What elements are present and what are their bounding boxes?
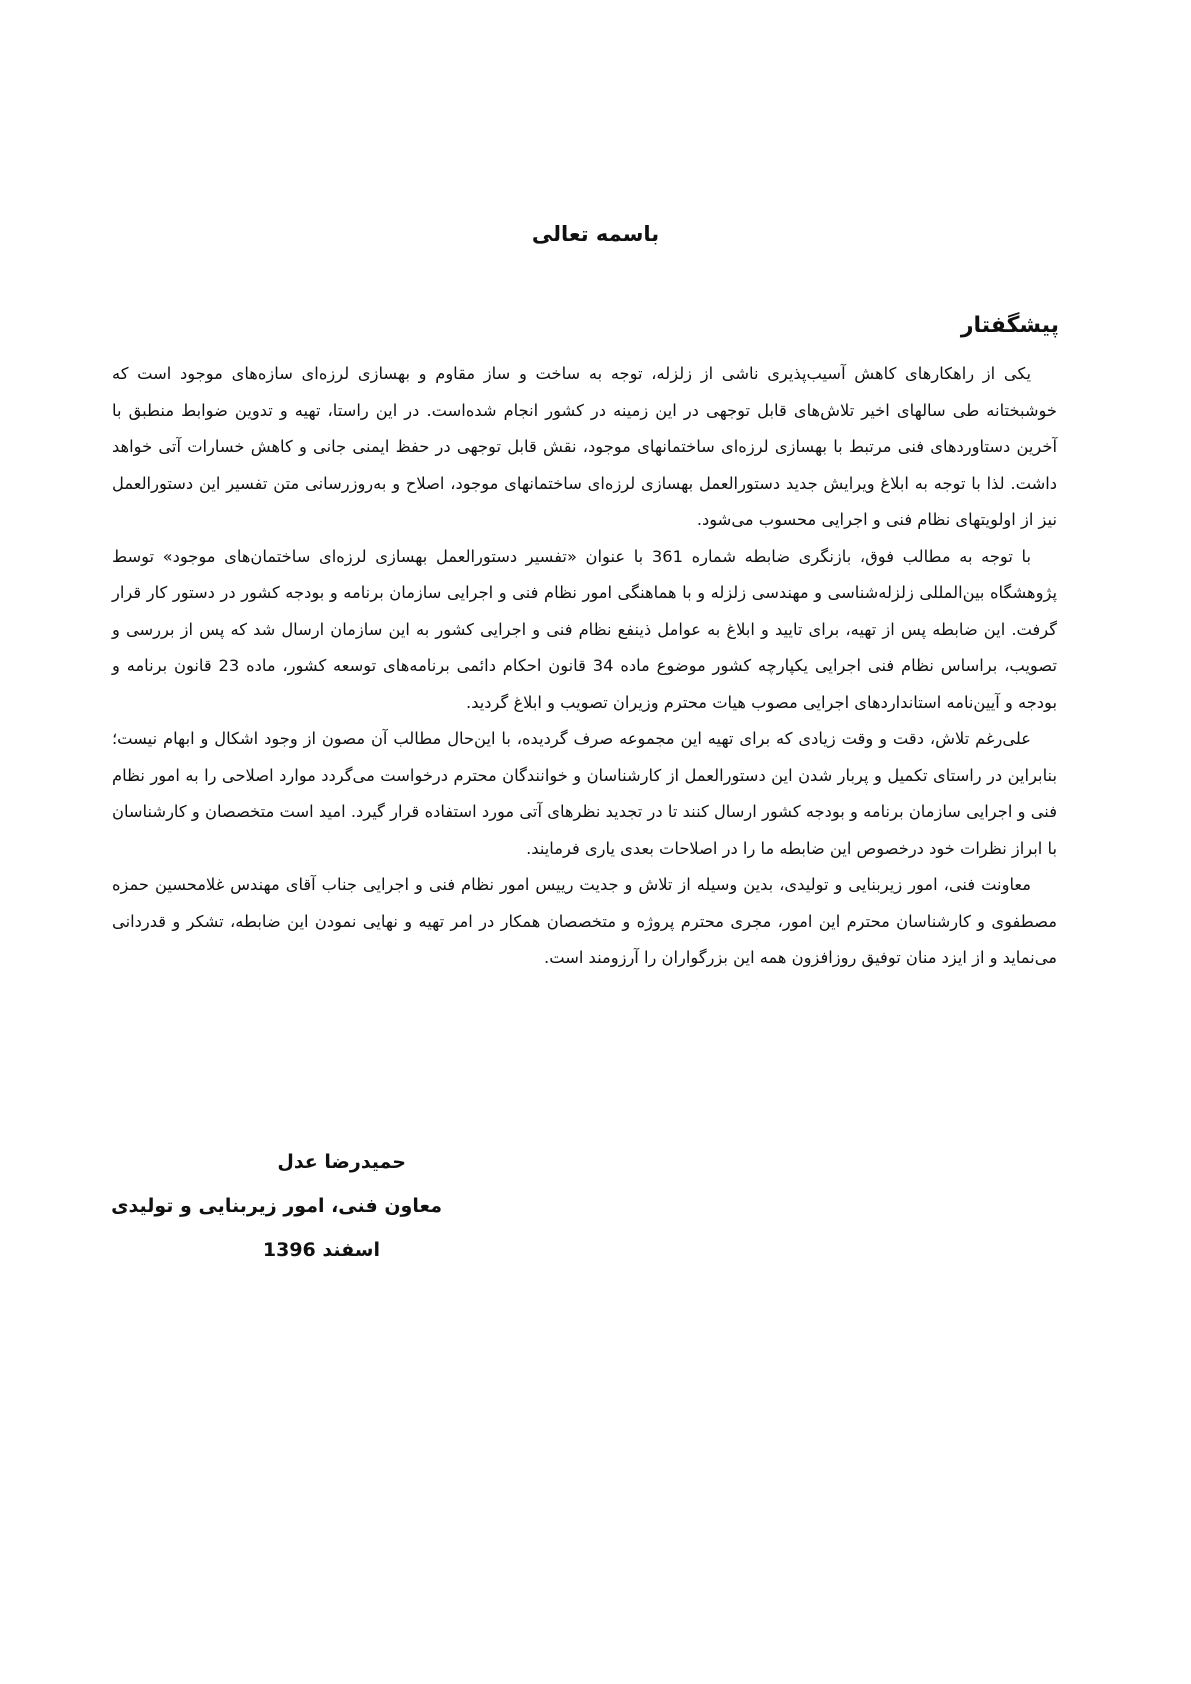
- signature-date: اسفند 1396: [262, 1239, 380, 1261]
- preface-paragraph-3: علی‌رغم تلاش، دقت و وقت زیادی که برای تهیه این مجموعه صرف گردیده، با این‌حال مطالب آن مصون از وجود اشکال و ابهام نیست؛ بنابراین در راستای تکمیل و پربار شدن این دستورالعمل از کارشناسان و خوانندگان محترم درخواست می‌گردد موارد اصلاحی را به امور نظام فنی و اجرایی سازمان برنامه و بودجه کشور ارسال کنند تا در تجدید نظرهای آتی مورد استفاده قرار گیرد. امید است متخصصان و کارشناسان با ابراز نظرات خود درخصوص این ضابطه ما را در اصلاحات بعدی یاری فرمایند.: [112, 729, 1057, 858]
- section-title: پیشگفتار: [960, 313, 1059, 338]
- signature-block: [112, 1140, 442, 1272]
- preface-body: [112, 356, 1057, 977]
- invocation-heading: باسمه تعالی: [531, 222, 660, 246]
- signatory-title: معاون فنی، امور زیربنایی و تولیدی: [111, 1195, 442, 1217]
- preface-paragraph-2: با توجه به مطالب فوق، بازنگری ضابطه شماره 361 با عنوان «تفسیر دستورالعمل بهسازی لرزه‌ای ساختمان‌های موجود» توسط پژوهشگاه بین‌المللی زلزله‌شناسی و مهندسی زلزله و با هماهنگی امور نظام فنی و اجرایی سازمان برنامه و بودجه کشور در دستور کار قرار گرفت. این ضابطه پس از تهیه، برای تایید و ابلاغ به عوامل ذینفع نظام فنی و اجرایی کشور به این سازمان ارسال شد که پس از بررسی و تصویب، براساس نظام فنی اجرایی یکپارچه کشور موضوع ماده 34 قانون احکام دائمی برنامه‌های توسعه کشور، ماده 23 قانون برنامه و بودجه و آیین‌نامه استانداردهای اجرایی مصوب هیات محترم وزیران تصویب و ابلاغ گردید.: [112, 546, 1057, 712]
- signatory-name: حمیدرضا عدل: [277, 1151, 406, 1173]
- preface-paragraph-4: معاونت فنی، امور زیربنایی و تولیدی، بدین وسیله از تلاش و جدیت رییس امور نظام فنی و اجرایی جناب آقای مهندس غلامحسین حمزه مصطفوی و کارشناسان محترم این امور، مجری محترم پروژه و متخصصان همکار در امر تهیه و نهایی نمودن این ضابطه، تشکر و قدردانی می‌نماید و از ایزد منان توفیق روزافزون همه این بزرگواران را آرزومند است.: [112, 875, 1057, 967]
- preface-paragraph-1: یکی از راهکارهای کاهش آسیب‌پذیری ناشی از زلزله، توجه به ساخت و ساز مقاوم و بهسازی لرزه‌ای سازه‌های موجود است که خوشبختانه طی سالهای اخیر تلاش‌های قابل توجهی در این زمینه در کشور انجام شده‌است. در این راستا، تهیه و تدوین ضوابط منطبق با آخرین دستاوردهای فنی مرتبط با بهسازی لرزه‌ای ساختمانهای موجود، نقش قابل توجهی در حفظ ایمنی جانی و کاهش خسارات آتی خواهد داشت. لذا با توجه به ابلاغ ویرایش جدید دستورالعمل بهسازی لرزه‌ای ساختمانهای موجود، اصلاح و به‌روزرسانی متن تفسیر این دستورالعمل نیز از اولویتهای نظام فنی و اجرایی محسوب می‌شود.: [112, 364, 1057, 529]
